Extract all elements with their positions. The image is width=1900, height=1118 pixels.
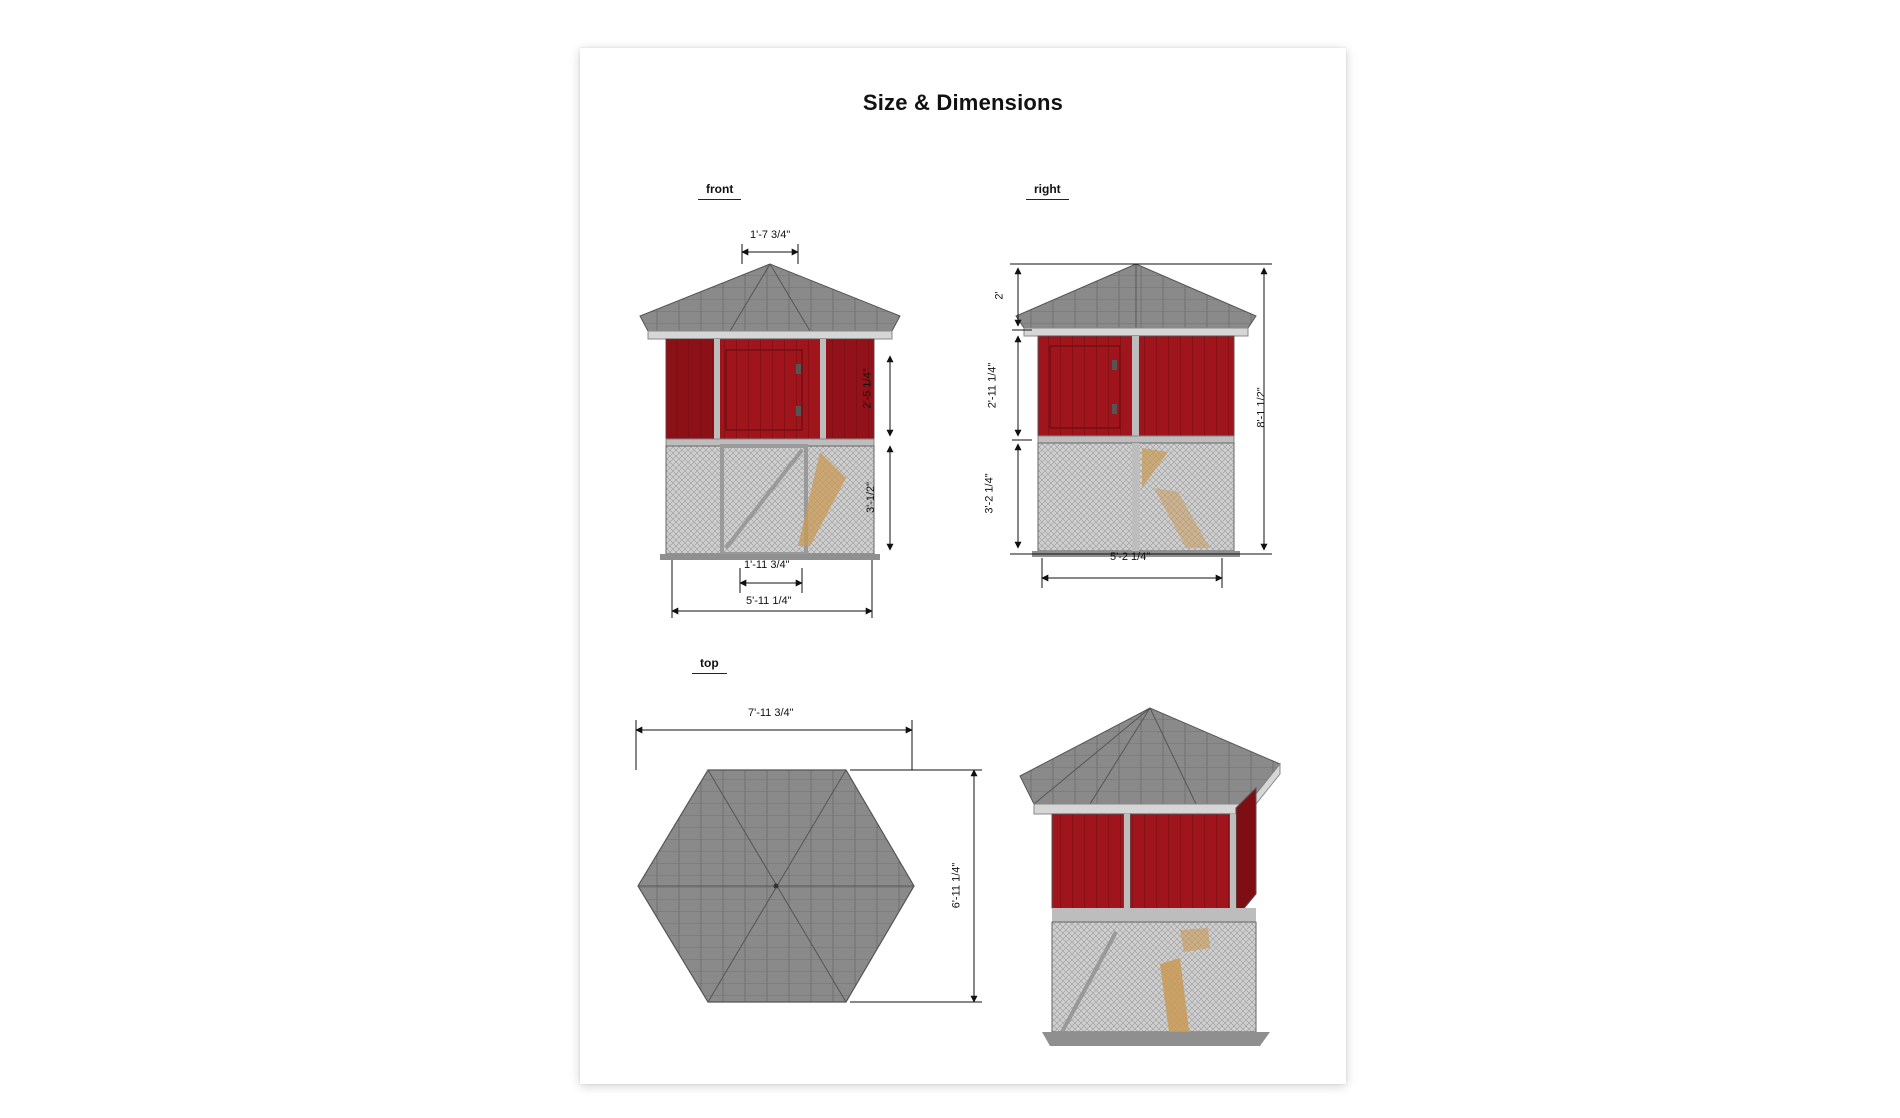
front-roof: [640, 264, 900, 331]
front-elevation: [640, 264, 900, 560]
top-plan: [638, 770, 914, 1002]
front-view-label: front: [698, 182, 741, 200]
dimension-sheet: [580, 48, 1346, 1084]
right-elevation: [1016, 264, 1256, 557]
iso-upper-wall-front: [1130, 814, 1230, 918]
right-view-label: right: [1026, 182, 1069, 200]
isometric-render: [1020, 708, 1280, 1046]
right-lower-height-dim: 3'-2 1/4": [983, 473, 996, 514]
page-title: Size & Dimensions: [862, 90, 1064, 115]
front-door-width-dim: 1'-11 3/4": [744, 559, 790, 571]
top-width-dim: 7'-11 3/4": [748, 707, 794, 719]
iso-roof: [1020, 708, 1280, 804]
right-upper-height-dim: 2'-11 1/4": [986, 362, 999, 409]
right-base-width-dim: 5'-2 1/4": [1110, 551, 1151, 563]
front-top-width-dim: 1'-7 3/4": [750, 229, 791, 241]
iso-upper-wall-left: [1052, 814, 1124, 918]
front-base-width-dim: 5'-11 1/4": [746, 595, 792, 607]
top-view-label: top: [692, 656, 727, 674]
front-upper-height-dim: 2'-5 1/4": [861, 368, 874, 409]
front-lower-height-dim: 3'-1/2": [865, 481, 878, 514]
top-depth-dim: 6'-11 1/4": [950, 862, 963, 909]
iso-lower-mesh: [1052, 922, 1256, 1032]
drawings: [580, 48, 1346, 1084]
right-total-height-dim: 8'-1 1/2": [1255, 387, 1268, 428]
right-roof-height-dim: 2': [993, 291, 1006, 300]
front-lower-mesh: [666, 446, 874, 554]
